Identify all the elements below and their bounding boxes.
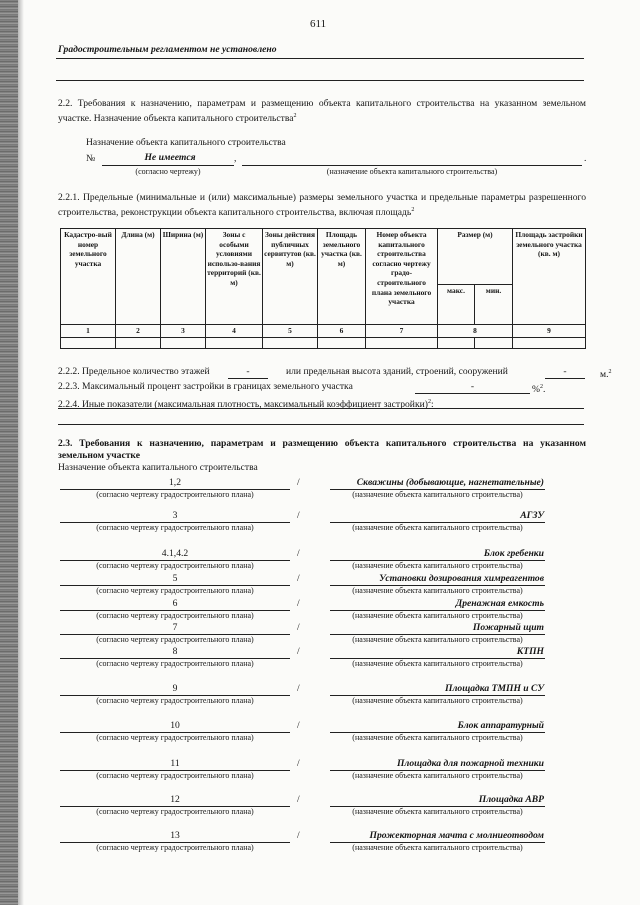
column-number: 2 [116,325,161,338]
header-servitude-zones: Зоны действия публичных сервитутов (кв. м) [263,229,318,325]
header-object-number: Номер объекта капитального строительства согласно чертежу градо-строительного плана земельного участка [366,229,438,325]
number-caption: (согласно чертежу градостроительного плана) [96,659,254,668]
underline [545,378,585,379]
header-special-zones: Зоны с особыми условиями использо-вания территорий (кв. м) [206,229,263,325]
empty-cell [475,337,513,348]
column-number: 5 [263,325,318,338]
column-number: 1 [61,325,116,338]
number-caption: (согласно чертежу градостроительного плана) [96,586,254,595]
separator-slash: / [297,477,300,488]
footnote-mark: 2 [293,113,297,119]
section-2-2-2-label-a: 2.2.2. Предельное количество этажей [58,366,210,377]
section-2-2-2-label-b: или предельная высота зданий, строений, сооружений [286,366,508,377]
scan-edge-shadow [18,0,24,905]
purpose-label: Назначение объекта капитального строительства [86,137,286,148]
parameters-table [60,228,586,349]
separator-slash: / [297,720,300,731]
object-name: Скважины (добывающие, нагнетательные) [356,477,544,488]
object-name: Блок аппаратурный [457,720,544,731]
name-caption: (назначение объекта капитального строительства) [352,733,523,742]
object-name: КТПН [516,646,544,657]
object-number-value: Не имеется [144,152,196,163]
separator-slash: / [297,646,300,657]
underline [228,378,268,379]
empty-cell [318,337,366,348]
object-number: 3 [172,510,178,521]
separator-slash: / [297,758,300,769]
object-number: 12 [170,794,180,805]
subheader-max: макс. [438,285,475,325]
name-caption: (назначение объекта капитального строительства) [352,611,523,620]
header-size: Размер (м) [438,229,513,285]
scan-edge [0,0,18,905]
period: . [584,153,587,164]
separator-slash: / [297,598,300,609]
separator-slash: / [297,510,300,521]
number-caption: (согласно чертежу градостроительного плана) [96,807,254,816]
section-2-3-text: 2.3. Требования к назначению, параметрам и размещению объекта капитального строительства на указанном земельном участке [58,438,586,461]
number-caption: (согласно чертежу градостроительного плана) [96,611,254,620]
number-caption: (согласно чертежу градостроительного плана) [96,843,254,852]
number-caption: (согласно чертежу градостроительного плана) [96,523,254,532]
number-caption: (согласно чертежу градостроительного плана) [96,490,254,499]
empty-cell [438,337,475,348]
footnote-mark: 2 [608,369,612,375]
height-value: - [563,366,567,377]
section-2-2-body: 2.2. Требования к назначению, параметрам и размещению объекта капитального строительства на указанном земельном участке. Назначение объекта капитального строительства [58,98,586,125]
separator-slash: / [297,830,300,841]
object-name: Площадка для пожарной техники [396,758,544,769]
column-number: 3 [161,325,206,338]
building-percent-value: - [470,381,475,392]
rule [56,58,584,59]
empty-cell [206,337,263,348]
name-caption: (назначение объекта капитального строительства) [352,586,523,595]
number-prefix: № [86,153,96,164]
number-caption: (согласно чертежу градостроительного плана) [96,733,254,742]
footnote-mark: 2 [411,207,415,213]
footnote-mark: 2 [427,399,431,405]
underline [102,165,234,166]
footnote-mark: 2 [540,384,543,390]
object-name: Дренажная емкость [455,598,544,609]
comma: , [234,153,237,164]
section-2-3-purpose-label: Назначение объекта капитального строительства [58,462,258,473]
underline [415,393,530,394]
floors-value: - [246,366,250,377]
section-2-2-text [58,98,586,125]
rule [56,80,584,81]
object-name: Площадка АВР [478,794,544,805]
column-number: 4 [206,325,263,338]
name-caption: (назначение объекта капитального строительства) [352,807,523,816]
separator-slash: / [297,573,300,584]
object-name: Установки дозирования химреагентов [379,573,544,584]
name-caption: (назначение объекта капитального строительства) [352,561,523,570]
header-length: Длина (м) [116,229,161,325]
unit-text: % [532,384,540,396]
object-name: Прожекторная мачта с молниеотводом [369,830,544,841]
page-number: 611 [310,18,327,30]
number-caption: (согласно чертежу градостроительного плана) [96,771,254,780]
name-caption: (назначение объекта капитального строительства) [352,523,523,532]
object-number: 4.1,4.2 [161,548,189,559]
empty-cell [513,337,586,348]
name-caption: (назначение объекта капитального строительства) [352,659,523,668]
section-2-2-3-label: 2.2.3. Максимальный процент застройки в границах земельного участка [58,381,353,392]
empty-cell [366,337,438,348]
separator-slash: / [297,794,300,805]
object-name: Блок гребенки [483,548,544,559]
empty-cell [116,337,161,348]
name-caption: (назначение объекта капитального строительства) [352,635,523,644]
column-number: 6 [318,325,366,338]
height-unit [600,366,611,381]
number-caption: (согласно чертежу градостроительного плана) [96,635,254,644]
object-name: АГЗУ [520,510,544,521]
section-2-2-4-body: 2.2.4. Иные показатели (максимальная плотность, максимальный коэффициент застройки) [58,399,428,411]
header-plot-area: Площадь земельного участка (кв. м) [318,229,366,325]
object-name: Пожарный щит [472,622,544,633]
empty-cell [161,337,206,348]
name-caption: (назначение объекта капитального строительства) [326,167,498,176]
object-number: 13 [170,830,180,841]
subheader-min: мин. [475,285,513,325]
object-number: 7 [172,622,178,633]
unit-text: м. [600,369,609,381]
empty-cell [61,337,116,348]
regulation-line: Градостроительным регламентом не установлено [58,44,277,55]
number-caption: (согласно чертежу) [135,167,201,176]
empty-cell [263,337,318,348]
underline [242,165,582,166]
object-number: 1,2 [169,477,181,488]
name-caption: (назначение объекта капитального строительства) [352,696,523,705]
section-2-2-1-body: 2.2.1. Предельные (минимальные и (или) максимальные) размеры земельного участка и предельные параметры разрешенного строительства, реконструкции объекта капитального строительства, включая площадь [58,192,586,219]
header-width: Ширина (м) [161,229,206,325]
object-number: 5 [172,573,178,584]
column-number: 9 [513,325,586,338]
header-cadastral-number: Кадастро-вый номер земельного участка [61,229,116,325]
separator-slash: / [297,622,300,633]
name-caption: (назначение объекта капитального строительства) [352,843,523,852]
object-number: 11 [170,758,180,769]
name-caption: (назначение объекта капитального строительства) [352,771,523,780]
name-caption: (назначение объекта капитального строительства) [352,490,523,499]
object-number: 8 [172,646,178,657]
number-caption: (согласно чертежу градостроительного плана) [96,561,254,570]
column-number: 8 [438,325,513,338]
separator-slash: / [297,683,300,694]
column-number: 7 [366,325,438,338]
percent-unit: %$^2$. [532,384,546,396]
object-number: 6 [172,598,178,609]
object-number: 9 [172,683,178,694]
object-name: Площадка ТМПН и СУ [445,683,544,694]
number-caption: (согласно чертежу градостроительного плана) [96,696,254,705]
section-2-2-1-text [58,192,586,219]
object-number: 10 [170,720,180,731]
separator-slash: / [297,548,300,559]
rule [58,424,584,425]
section-2-2-4-label: 2.2.4. Иные показатели (максимальная плотность, максимальный коэффициент застройки)$^2$: [58,399,434,411]
header-building-area: Площадь застройки земельного участка (кв. м) [513,229,586,325]
rule [58,408,584,409]
